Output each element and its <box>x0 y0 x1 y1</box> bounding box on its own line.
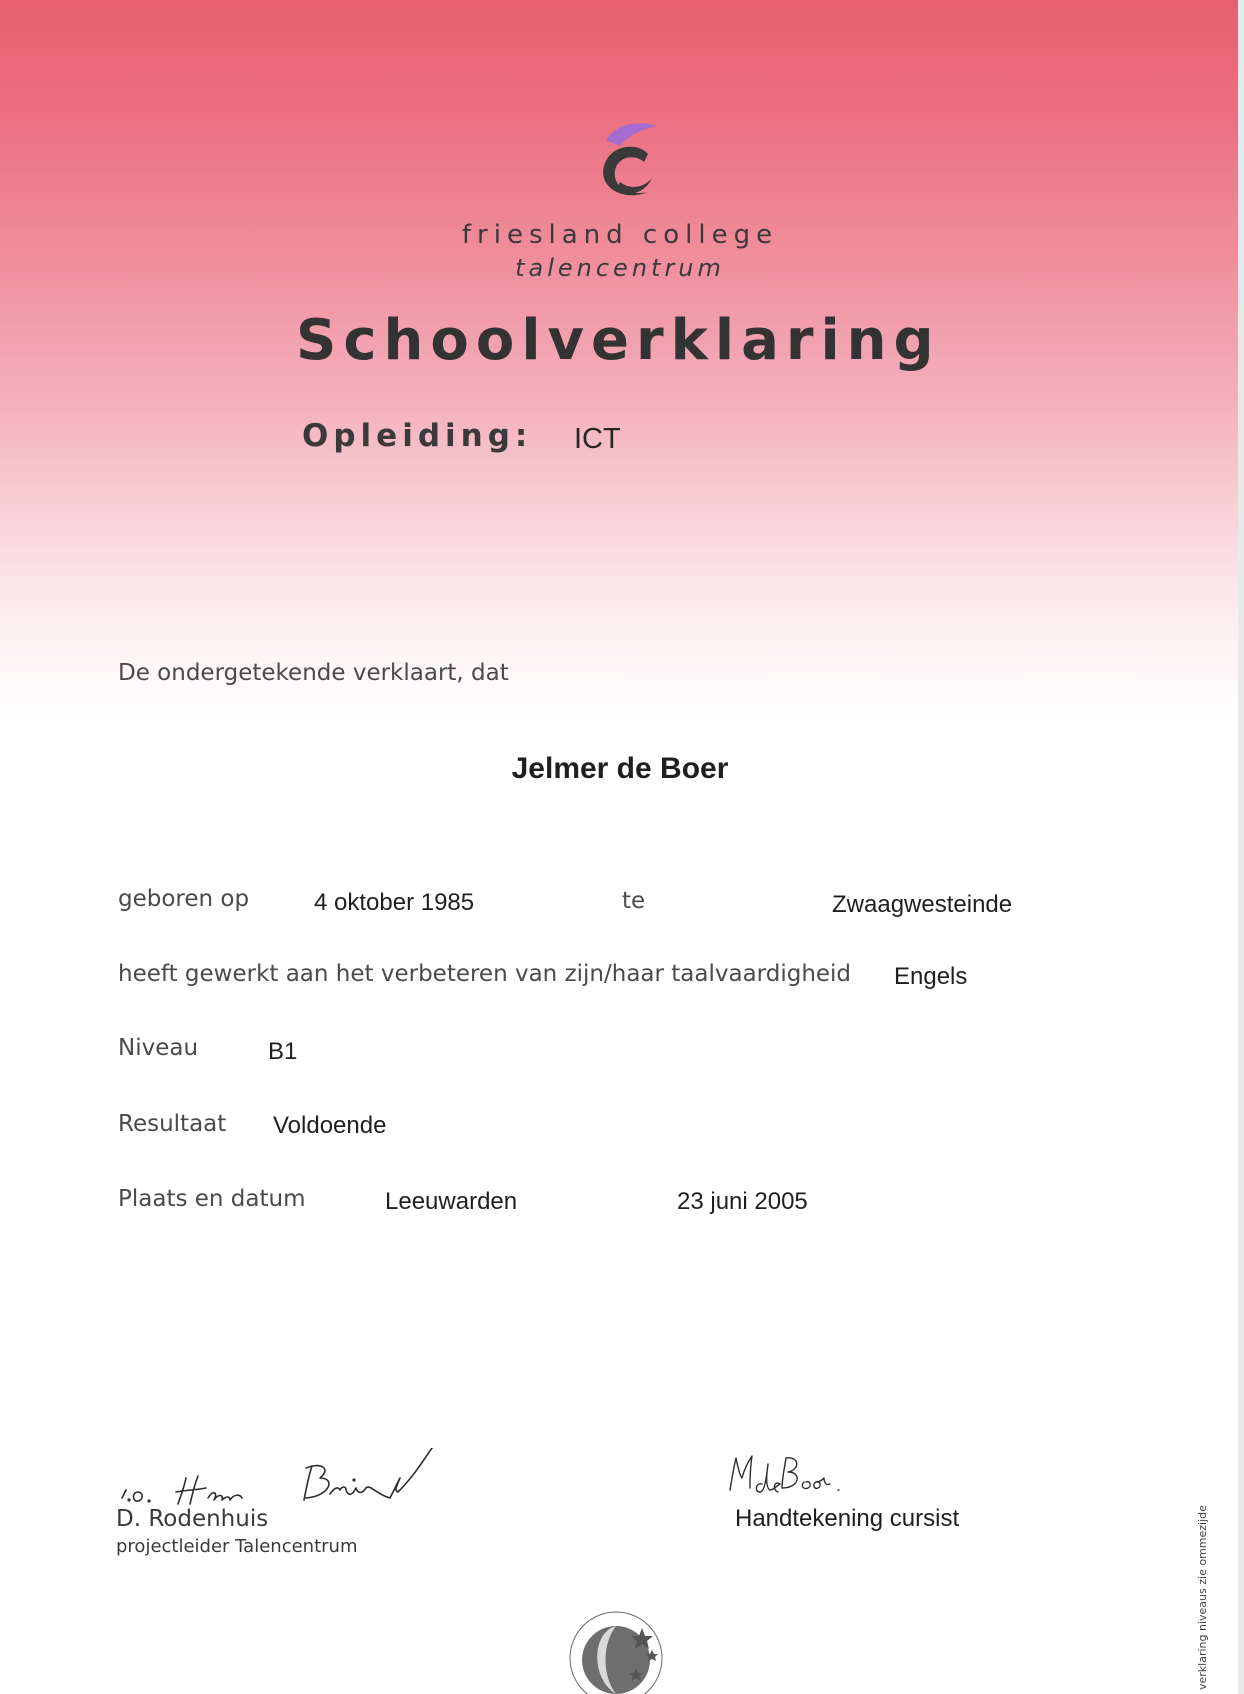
born-place: Zwaagwesteinde <box>832 891 1013 918</box>
right-handwritten-signature <box>726 1448 866 1498</box>
european-label-seal-icon <box>556 1598 676 1694</box>
side-note-vertical: verklaring niveaus zie ommezijde <box>1196 1505 1209 1690</box>
issue-place: Leeuwarden <box>385 1188 518 1215</box>
course-value: ICT <box>574 423 621 455</box>
level-value: B1 <box>268 1038 298 1065</box>
intro-text: De ondergetekende verklaart, dat <box>118 660 509 686</box>
place-date-label: Plaats en datum <box>118 1186 306 1212</box>
signatory-role: projectleider Talencentrum <box>116 1536 358 1557</box>
level-label: Niveau <box>118 1035 199 1061</box>
brand-subtitle: talencentrum <box>515 254 725 282</box>
course-label: Opleiding: <box>302 418 533 454</box>
place-label: te <box>622 888 646 914</box>
issue-date: 23 juni 2005 <box>677 1188 808 1215</box>
brand-name: friesland college <box>461 220 779 250</box>
college-logo-icon <box>586 118 666 210</box>
signatory-name: D. Rodenhuis <box>116 1506 269 1532</box>
document-title: Schoolverklaring <box>296 308 941 373</box>
born-label: geboren op <box>118 886 250 912</box>
result-label: Resultaat <box>118 1111 227 1137</box>
student-signature-label: Handtekening cursist <box>735 1505 960 1532</box>
page-edge-strip <box>1238 0 1244 1694</box>
language-value: Engels <box>894 963 968 990</box>
result-value: Voldoende <box>273 1112 387 1139</box>
student-name: Jelmer de Boer <box>511 752 729 785</box>
worked-text: heeft gewerkt aan het verbeteren van zijn/haar taalvaardigheid <box>118 961 852 987</box>
born-date: 4 oktober 1985 <box>314 889 475 916</box>
